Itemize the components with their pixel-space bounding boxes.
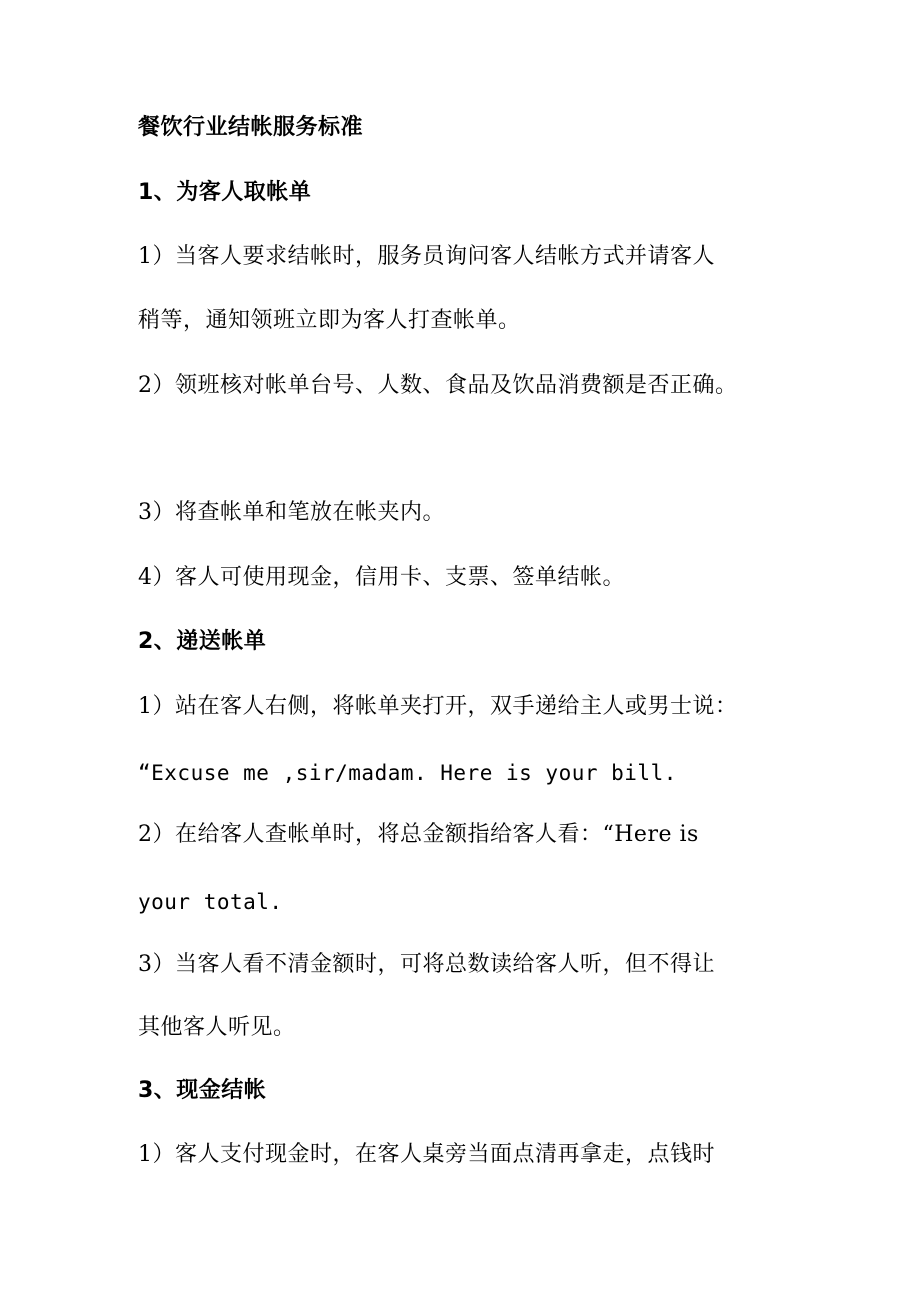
section-heading-3: 3、现金结帐 bbox=[138, 1078, 267, 1103]
paragraph-line: 3）当客人看不清金额时，可将总数读给客人听，但不得让 bbox=[138, 952, 715, 977]
paragraph-line: 4）客人可使用现金，信用卡、支票、签单结帐。 bbox=[138, 565, 625, 590]
paragraph-line: 1）客人支付现金时，在客人桌旁当面点清再拿走，点钱时 bbox=[138, 1142, 715, 1167]
paragraph-line: 1）当客人要求结帐时，服务员询问客人结帐方式并请客人 bbox=[138, 244, 715, 269]
paragraph-line: “Excuse me ,sir/madam. Here is your bill. bbox=[138, 761, 677, 785]
section-heading-1: 1、为客人取帐单 bbox=[138, 180, 312, 205]
paragraph-line: 3）将查帐单和笔放在帐夹内。 bbox=[138, 500, 445, 525]
paragraph-line: 2）领班核对帐单台号、人数、食品及饮品消费额是否正确。 bbox=[138, 373, 738, 398]
paragraph-line: your total. bbox=[138, 890, 283, 914]
paragraph-line: 2）在给客人查帐单时，将总金额指给客人看：“Here is bbox=[138, 822, 699, 847]
paragraph-line: 其他客人听见。 bbox=[138, 1015, 296, 1040]
paragraph-line: 1）站在客人右侧，将帐单夹打开，双手递给主人或男士说： bbox=[138, 694, 738, 719]
paragraph-line: 稍等，通知领班立即为客人打查帐单。 bbox=[138, 308, 521, 333]
document-title: 餐饮行业结帐服务标准 bbox=[138, 115, 364, 140]
section-heading-2: 2、递送帐单 bbox=[138, 629, 267, 654]
